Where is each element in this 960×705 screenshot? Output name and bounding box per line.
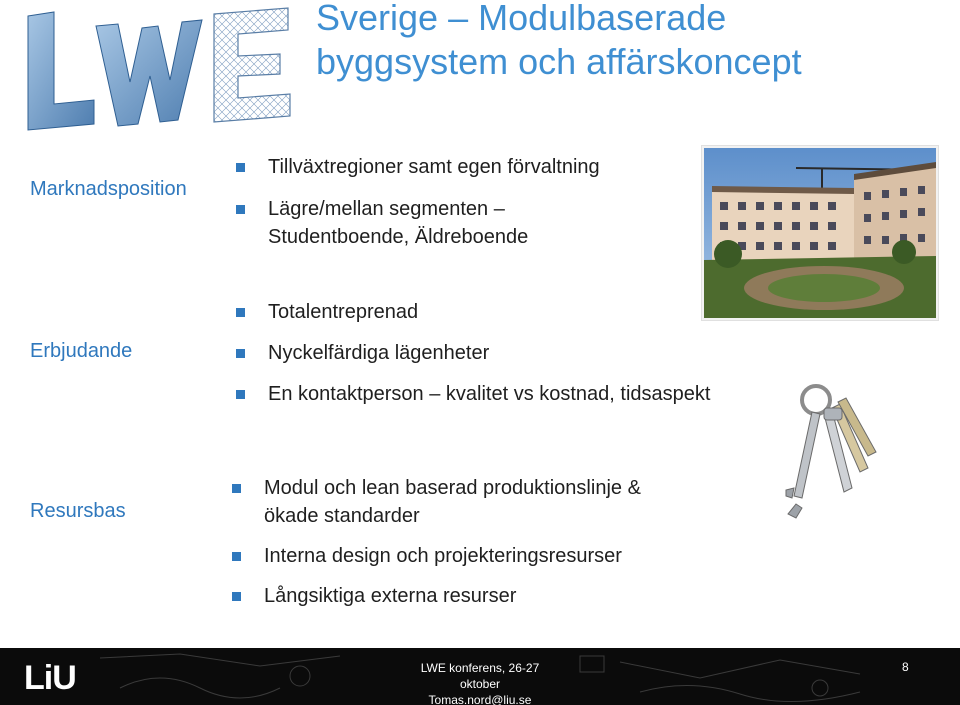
conference-text: LWE konferens, 26-27 oktober bbox=[420, 661, 540, 691]
email-text: Tomas.nord@liu.se bbox=[428, 693, 532, 705]
list-item: Nyckelfärdiga lägenheter bbox=[236, 339, 776, 367]
marknad-list bbox=[236, 153, 696, 251]
title-line-1: Sverige – Modulbaserade bbox=[316, 0, 727, 38]
list-item: Långsiktiga externa resurser bbox=[232, 582, 732, 610]
footer-bar bbox=[0, 648, 960, 705]
page-number: 8 bbox=[902, 660, 909, 674]
list-item: Interna design och projekteringsresurser bbox=[232, 542, 732, 570]
bullet-icon bbox=[232, 592, 241, 601]
list-item: Modul och lean baserad produktionslinje & bbox=[232, 474, 732, 502]
list-item: Tillväxtregioner samt egen förvaltning bbox=[236, 153, 696, 181]
keys-icon bbox=[772, 378, 882, 528]
erbjudande-list bbox=[236, 298, 776, 408]
label-marknadsposition: Marknadsposition bbox=[30, 178, 187, 200]
lwe-logo bbox=[18, 4, 298, 136]
list-item-continuation: ökade standarder bbox=[264, 505, 420, 527]
label-erbjudande: Erbjudande bbox=[30, 340, 133, 362]
building-photo bbox=[702, 146, 938, 320]
bullet-icon bbox=[232, 484, 241, 493]
slide-title bbox=[316, 0, 936, 84]
list-item-continuation: Studentboende, Äldreboende bbox=[268, 226, 529, 248]
bullet-icon bbox=[236, 163, 245, 172]
bullet-icon bbox=[236, 390, 245, 399]
bullet-icon bbox=[236, 205, 245, 214]
title-line-2: byggsystem och affärskoncept bbox=[316, 41, 802, 82]
resursbas-list bbox=[232, 474, 732, 610]
list-item: En kontaktperson – kvalitet vs kostnad, tidsaspekt bbox=[236, 380, 776, 408]
list-item: Lägre/mellan segmenten – bbox=[236, 195, 696, 223]
footer-info bbox=[400, 660, 560, 705]
liu-logo: LiU bbox=[24, 659, 76, 697]
label-resursbas: Resursbas bbox=[30, 500, 126, 522]
bullet-icon bbox=[236, 349, 245, 358]
bullet-icon bbox=[236, 308, 245, 317]
list-item: Totalentreprenad bbox=[236, 298, 776, 326]
bullet-icon bbox=[232, 552, 241, 561]
